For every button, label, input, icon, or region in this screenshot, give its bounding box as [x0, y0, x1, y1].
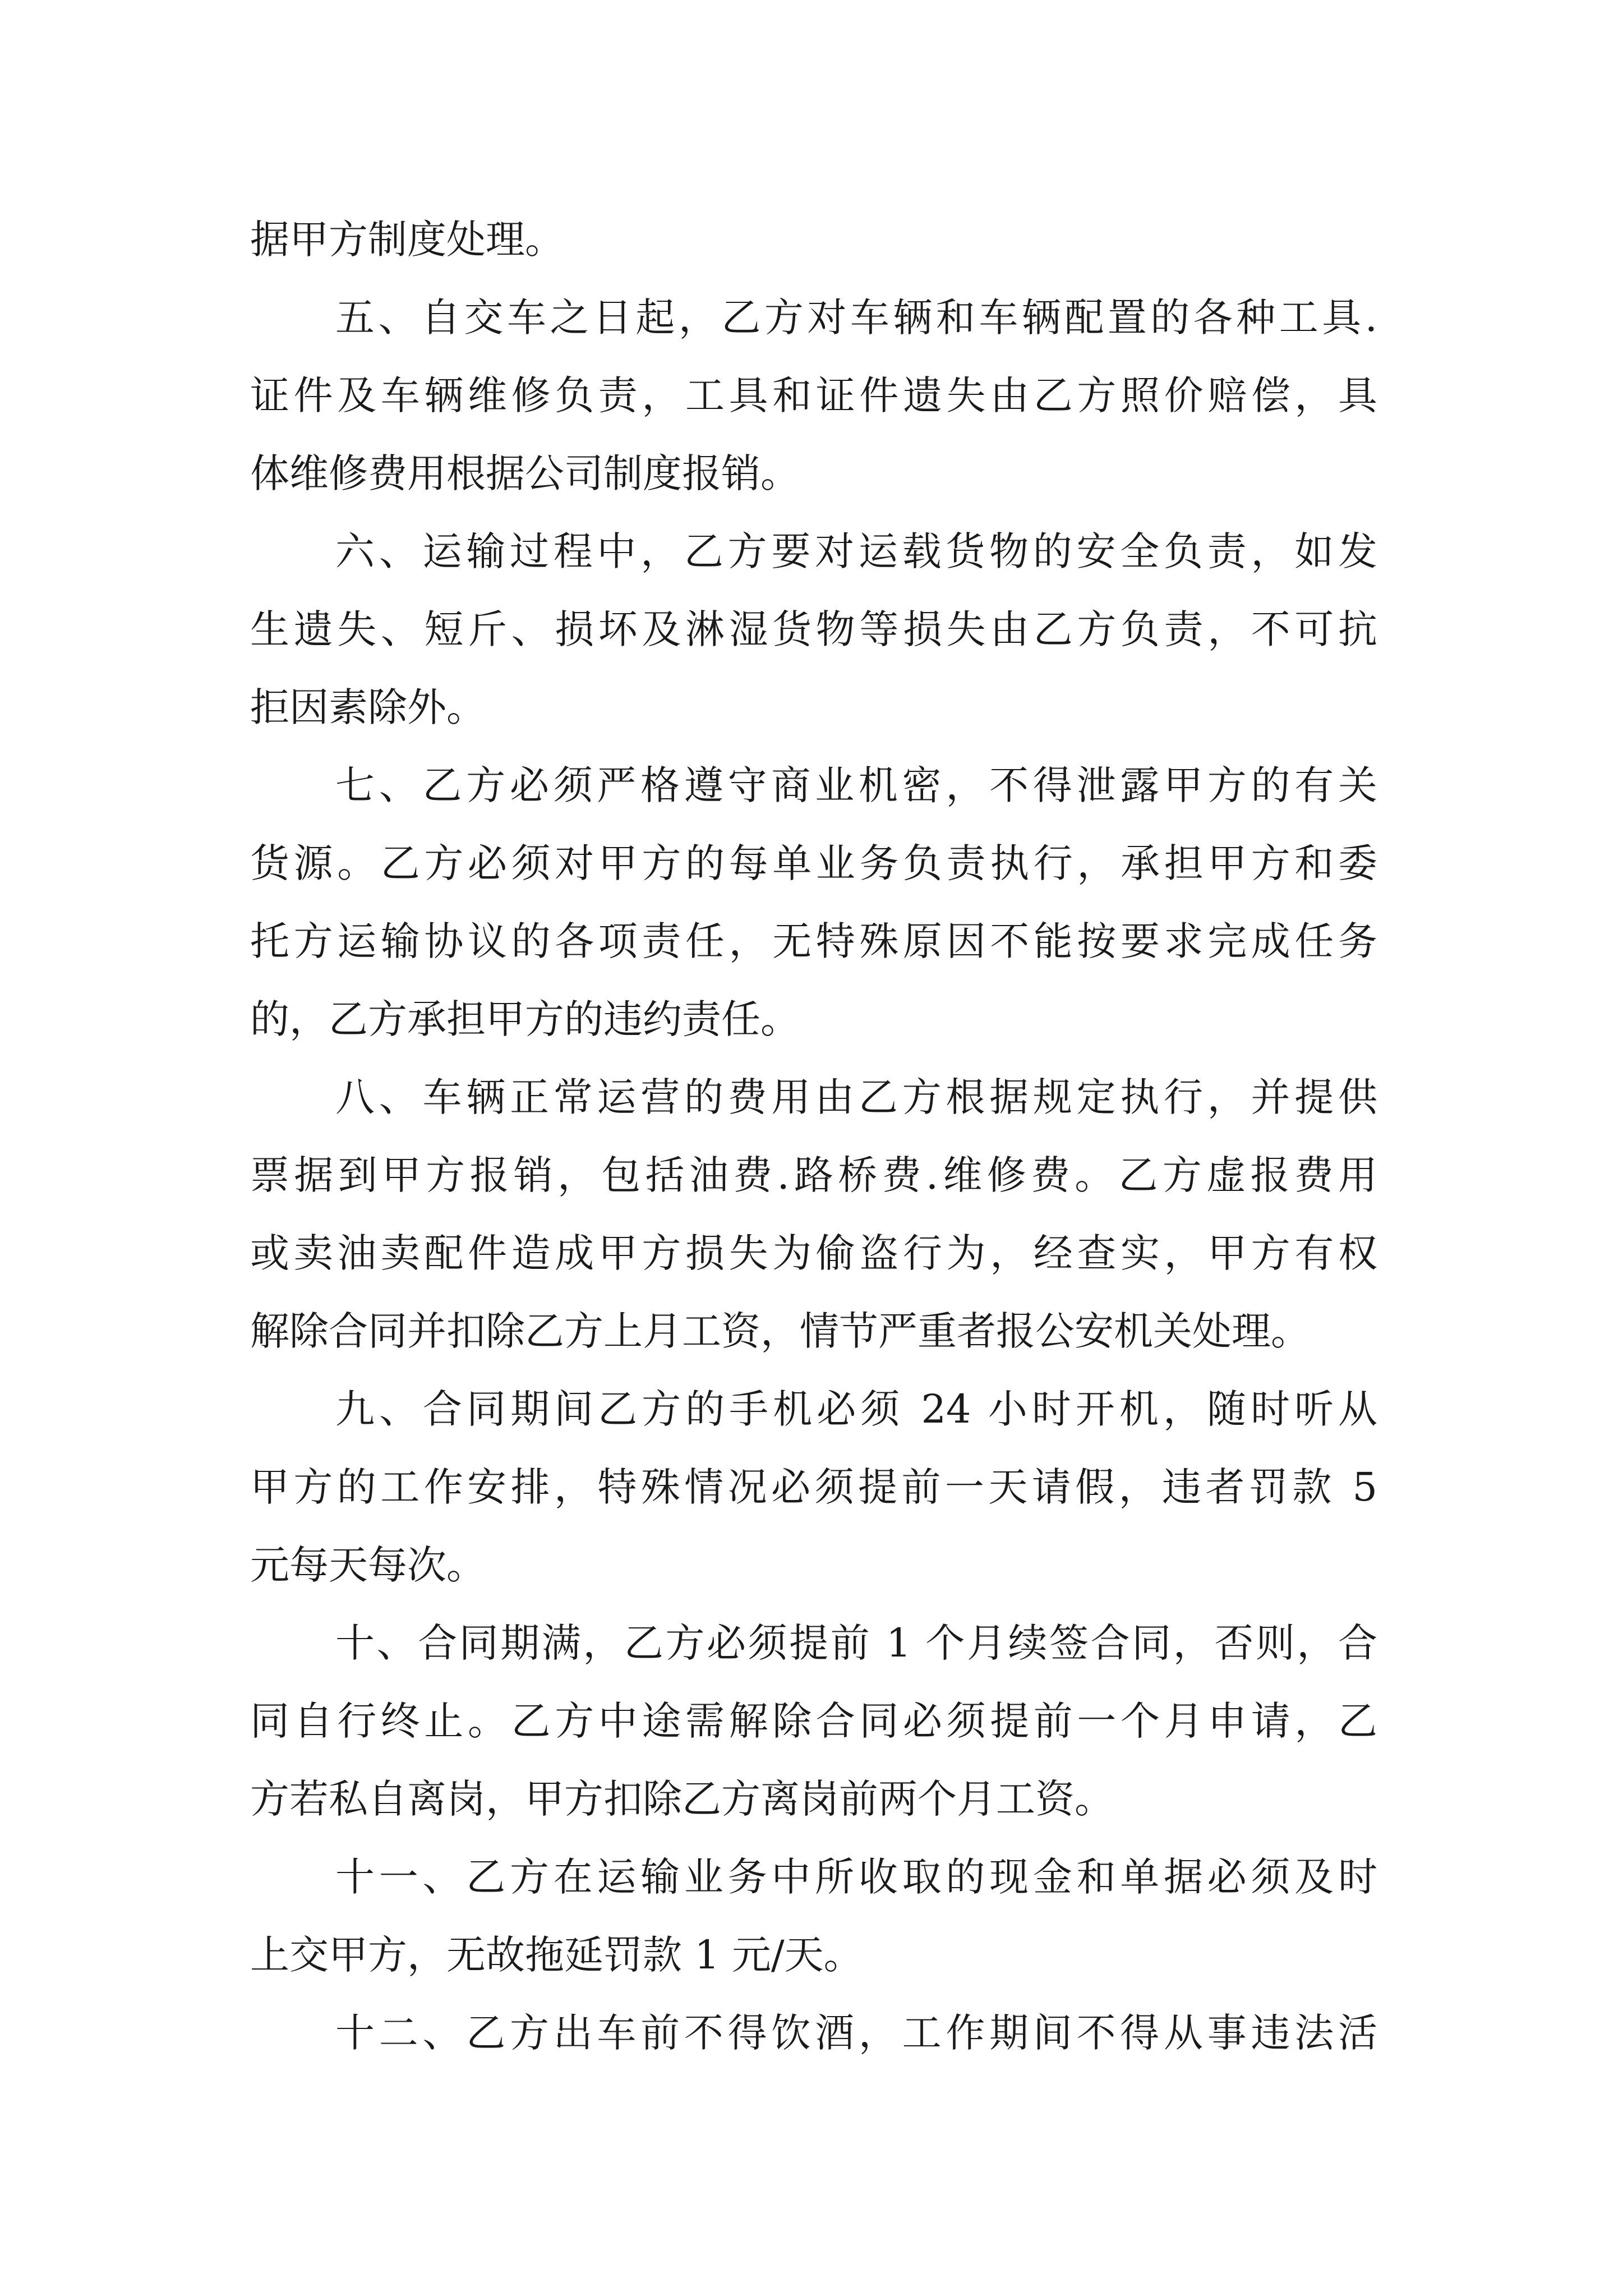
clause-11-line-2: 上交甲方，无故拖延罚款 1 元/天。 — [250, 1932, 863, 1978]
clause-5-line-3: 体维修费用根据公司制度报销。 — [250, 450, 800, 496]
clause-8-line-2: 票据到甲方报销，包括油费.路桥费.维修费。乙方虚报费用 — [250, 1152, 1377, 1198]
contract-text — [250, 201, 1377, 2072]
clause-8-line-3: 或卖油卖配件造成甲方损失为偷盗行为，经查实，甲方有权 — [250, 1230, 1377, 1276]
clause-10-line-1: 十、合同期满，乙方必须提前 1 个月续签合同，否则，合 — [335, 1620, 1377, 1666]
clause-5-line-2: 证件及车辆维修负责，工具和证件遗失由乙方照价赔偿，具 — [250, 372, 1377, 418]
clause-10-line-3: 方若私自离岗，甲方扣除乙方离岗前两个月工资。 — [250, 1776, 1114, 1822]
clause-10-line-2: 同自行终止。乙方中途需解除合同必须提前一个月申请，乙 — [250, 1698, 1377, 1744]
clause-7-line-3: 托方运输协议的各项责任，无特殊原因不能按要求完成任务 — [250, 918, 1377, 964]
clause-5-line-1: 五、自交车之日起，乙方对车辆和车辆配置的各种工具. — [335, 295, 1377, 341]
clause-6-line-1: 六、运输过程中，乙方要对运载货物的安全负责，如发 — [335, 528, 1377, 574]
clause-7-line-2: 货源。乙方必须对甲方的每单业务负责执行，承担甲方和委 — [250, 840, 1377, 886]
clause-8-line-4: 解除合同并扣除乙方上月工资，情节严重者报公安机关处理。 — [250, 1308, 1310, 1354]
clause-6-line-3: 拒因素除外。 — [250, 684, 486, 730]
text-line: 据甲方制度处理。 — [250, 217, 564, 263]
clause-9-line-3: 元每天每次。 — [250, 1542, 486, 1588]
clause-7-line-1: 七、乙方必须严格遵守商业机密，不得泄露甲方的有关 — [335, 762, 1377, 808]
clause-7-line-4: 的，乙方承担甲方的违约责任。 — [250, 996, 800, 1042]
clause-8-line-1: 八、车辆正常运营的费用由乙方根据规定执行，并提供 — [335, 1074, 1377, 1120]
clause-12-line-1: 十二、乙方出车前不得饮酒，工作期间不得从事违法活 — [335, 2010, 1377, 2056]
clause-9-line-2: 甲方的工作安排，特殊情况必须提前一天请假，违者罚款 5 — [250, 1464, 1377, 1510]
clause-11-line-1: 十一、乙方在运输业务中所收取的现金和单据必须及时 — [335, 1854, 1377, 1900]
clause-6-line-2: 生遗失、短斤、损坏及淋湿货物等损失由乙方负责，不可抗 — [250, 606, 1377, 652]
clause-9-line-1: 九、合同期间乙方的手机必须 24 小时开机，随时听从 — [335, 1386, 1377, 1432]
